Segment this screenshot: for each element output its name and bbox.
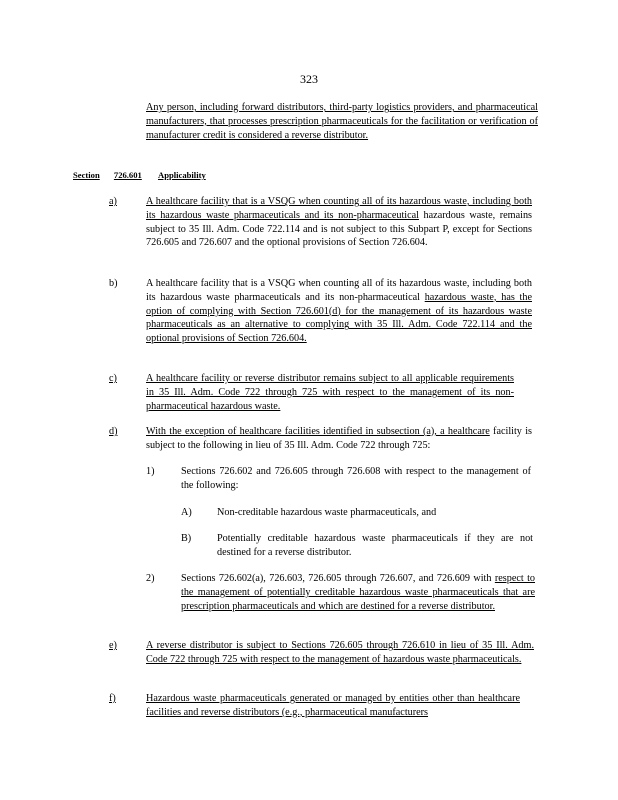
subsection-b-underlined: hazardous waste, has the option of complying with Section 726.601(d) for the management of its hazardous waste pharmaceuticals as an alternative to complying with 35 Ill. Adm. Code 722.114 and the optional provisions of Section 726.604.: [146, 291, 532, 345]
subsection-f-label: f): [109, 693, 116, 704]
item-dA-text: Non-creditable hazardous waste pharmaceuticals, and: [217, 507, 437, 518]
item-d1-label: 1): [146, 466, 155, 477]
subsection-f-text: Hazardous waste pharmaceuticals generated or managed by entities other than healthcare facilities and reverse distributors (e.g., pharmaceutical manufacturers: [146, 693, 520, 718]
subsection-c-text: A healthcare facility or reverse distributor remains subject to all applicable requirements in 35 Ill. Adm. Code 722 through 725 with respect to the management of its non-pharmaceutical hazardous waste.: [146, 373, 514, 412]
section-word: Section: [73, 170, 100, 180]
section-heading: [73, 170, 226, 180]
item-dA-label: A): [181, 507, 192, 518]
item-d2-plain: Sections 726.602(a), 726.603, 726.605 through 726.607, and 726.609 with: [181, 573, 495, 584]
subsection-b-text: [146, 277, 532, 346]
item-d1-text: Sections 726.602 and 726.605 through 726.608 with respect to the management of the following:: [181, 466, 531, 491]
subsection-e-text: A reverse distributor is subject to Sections 726.605 through 726.610 in lieu of 35 Ill. Adm. Code 722 through 725 with respect to the management of hazardous waste pharmaceuticals.: [146, 640, 534, 665]
item-d2-text: [181, 572, 535, 613]
intro-paragraph: Any person, including forward distributors, third-party logistics providers, and pharmaceutical manufacturers, that processes prescription pharmaceuticals for the facilitation or verification of manufacturer credit is considered a reverse distributor.: [146, 102, 538, 141]
subsection-d-text: [146, 425, 532, 453]
item-dB-text: Potentially creditable hazardous waste pharmaceuticals if they are not destined for a reverse distributor.: [217, 533, 533, 558]
section-title: Applicability: [157, 170, 206, 180]
section-number: 726.601: [113, 170, 142, 180]
subsection-c-label: c): [109, 373, 117, 384]
subsection-a-text: [146, 195, 532, 250]
subsection-a-plain: hazardous waste, remains subject to 35 Ill. Adm. Code 722.114 and is not subject to this Subpart P, except for Sections 726.605 and 726.607 and the optional provisions of Section 726.604.: [146, 209, 532, 249]
item-d2-label: 2): [146, 573, 155, 584]
subsection-e-label: e): [109, 640, 117, 651]
subsection-b-label: b): [109, 278, 118, 289]
subsection-d-plain: facility is subject to the following in lieu of 35 Ill. Adm. Code 722 through 725:: [146, 426, 532, 451]
item-dB-label: B): [181, 533, 192, 544]
subsection-d-label: d): [109, 426, 118, 437]
subsection-d-underlined: With the exception of healthcare facilities identified in subsection (a), a healthcare: [146, 426, 490, 437]
subsection-a-label: a): [109, 196, 117, 207]
page-number: 323: [300, 72, 318, 86]
subsection-b-plain: A healthcare facility that is a VSQG when counting all of its hazardous waste, including both its hazardous waste pharmaceuticals and its non-pharmaceutical: [146, 278, 532, 303]
item-d2-underlined: respect to the management of potentially creditable hazardous waste pharmaceuticals that are prescription pharmaceuticals and which are destined for a reverse distributor.: [181, 573, 535, 612]
subsection-a-underlined: A healthcare facility that is a VSQG when counting all of its hazardous waste, including both its hazardous waste pharmaceuticals and its non-pharmaceutical: [146, 196, 532, 221]
